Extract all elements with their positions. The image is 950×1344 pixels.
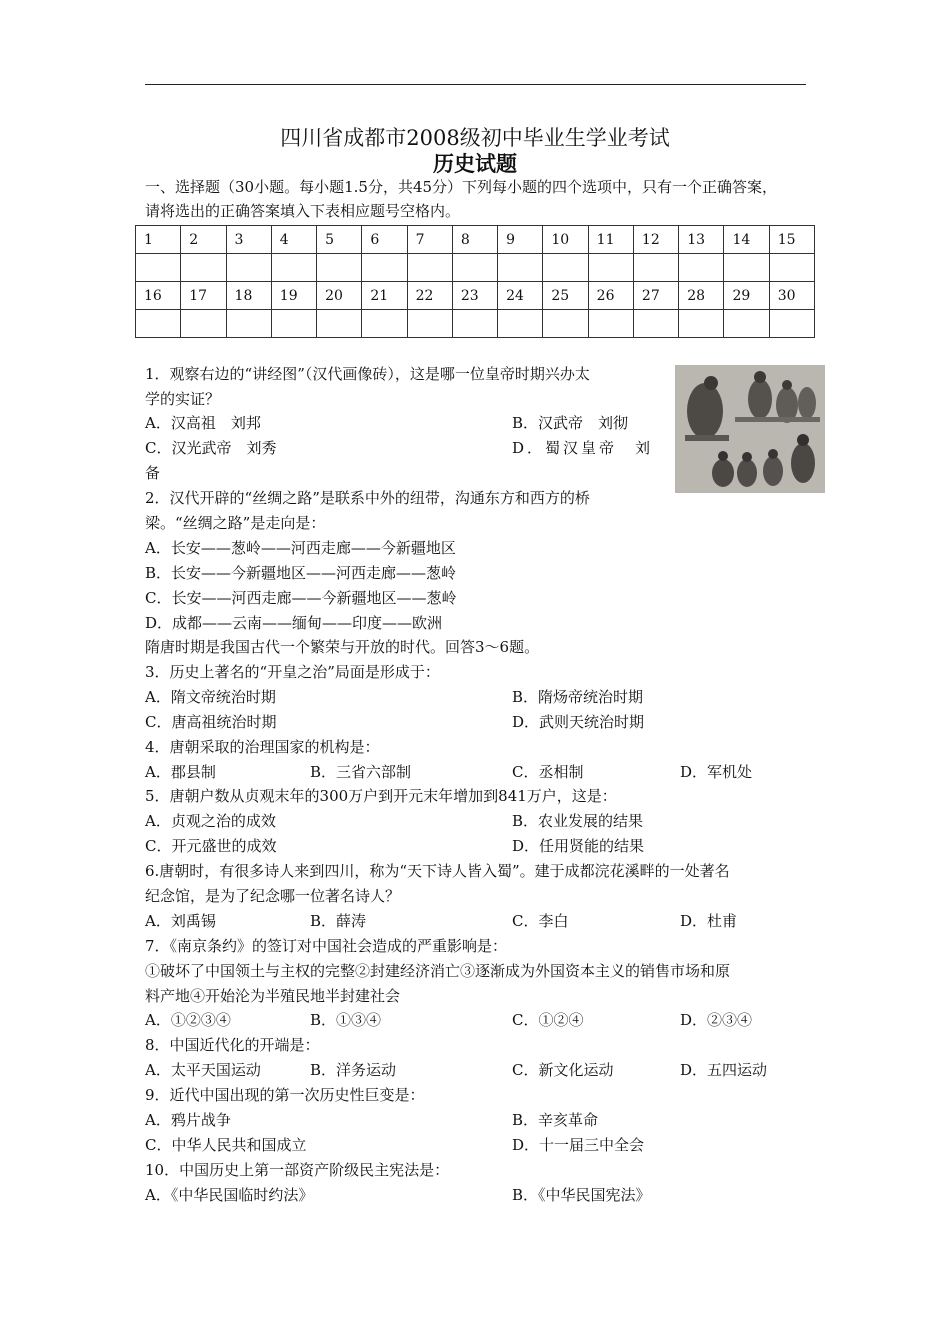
q4-option-d[interactable]: D．军机处 xyxy=(680,763,753,781)
answer-cell[interactable] xyxy=(452,254,497,282)
answer-table-number-row xyxy=(136,226,815,254)
question-number-cell: 21 xyxy=(362,282,407,310)
q7-option-d[interactable]: D．②③④ xyxy=(680,1011,753,1029)
answer-cell[interactable] xyxy=(362,254,407,282)
answer-cell[interactable] xyxy=(679,254,724,282)
q7-stem-line-2: ①破坏了中国领土与主权的完整②封建经济消亡③逐渐成为外国资本主义的销售市场和原 xyxy=(145,962,731,980)
answer-cell[interactable] xyxy=(226,254,271,282)
q3-option-b[interactable]: B．隋炀帝统治时期 xyxy=(512,688,644,706)
question-number-cell: 12 xyxy=(633,226,678,254)
q7-stem-line-3: 料产地④开始沦为半殖民地半封建社会 xyxy=(145,987,401,1005)
answer-cell[interactable] xyxy=(679,310,724,338)
exam-title: 四川省成都市2008级初中毕业生学业考试 xyxy=(280,126,670,150)
exam-subtitle: 历史试题 xyxy=(433,151,517,176)
question-number-cell: 4 xyxy=(271,226,316,254)
q2-stem-line-1: 2．汉代开辟的“丝绸之路”是联系中外的纽带，沟通东方和西方的桥 xyxy=(145,489,590,507)
q1-stem-line-2: 学的实证？ xyxy=(145,390,221,408)
section-note: 隋唐时期是我国古代一个繁荣与开放的时代。回答3～6题。 xyxy=(145,638,540,656)
q9-option-d[interactable]: D．十一届三中全会 xyxy=(512,1136,645,1154)
answer-cell[interactable] xyxy=(136,310,181,338)
question-number-cell: 3 xyxy=(226,226,271,254)
question-number-cell: 15 xyxy=(769,226,814,254)
q4-option-b[interactable]: B．三省六部制 xyxy=(310,763,412,781)
question-number-cell: 20 xyxy=(317,282,362,310)
question-number-cell: 18 xyxy=(226,282,271,310)
instructions-line-1: 一、选择题（30小题。每小题1.5分，共45分）下列每小题的四个选项中，只有一个正确答案， xyxy=(145,178,778,196)
q7-option-a[interactable]: A．①②③④ xyxy=(145,1011,231,1029)
q5-option-d[interactable]: D．任用贤能的结果 xyxy=(512,837,645,855)
q3-stem: 3．历史上著名的“开皇之治”局面是形成于： xyxy=(145,663,440,681)
answer-cell[interactable] xyxy=(588,310,633,338)
question-number-cell: 7 xyxy=(407,226,452,254)
answer-cell[interactable] xyxy=(271,310,316,338)
q6-stem-line-1: 6.唐朝时，有很多诗人来到四川，称为“天下诗人皆入蜀”。建于成都浣花溪畔的一处著名 xyxy=(145,862,730,880)
q2-option-c[interactable]: C．长安——河西走廊——今新疆地区——葱岭 xyxy=(145,589,457,607)
answer-cell[interactable] xyxy=(271,254,316,282)
question-number-cell: 17 xyxy=(181,282,226,310)
q9-option-c[interactable]: C．中华人民共和国成立 xyxy=(145,1136,307,1154)
answer-table-number-row xyxy=(136,282,815,310)
q1-option-d-continuation: 备 xyxy=(145,464,161,482)
answer-cell[interactable] xyxy=(181,310,226,338)
q9-option-b[interactable]: B．辛亥革命 xyxy=(512,1111,599,1129)
q6-stem-line-2: 纪念馆，是为了纪念哪一位著名诗人？ xyxy=(145,887,401,905)
q4-option-a[interactable]: A．郡县制 xyxy=(145,763,216,781)
question-number-cell: 28 xyxy=(679,282,724,310)
q1-stem-line-1: 1．观察右边的“讲经图”（汉代画像砖），这是哪一位皇帝时期兴办太 xyxy=(145,365,590,383)
q5-option-c[interactable]: C．开元盛世的成效 xyxy=(145,837,277,855)
question-number-cell: 2 xyxy=(181,226,226,254)
q10-option-b[interactable]: B．《中华民国宪法》 xyxy=(512,1186,651,1204)
question-number-cell: 9 xyxy=(498,226,543,254)
question-number-cell: 23 xyxy=(452,282,497,310)
q6-option-d[interactable]: D．杜甫 xyxy=(680,912,738,930)
q2-option-a[interactable]: A．长安——葱岭——河西走廊——今新疆地区 xyxy=(145,539,456,557)
q2-option-d[interactable]: D．成都——云南——缅甸——印度——欧洲 xyxy=(145,614,443,632)
q8-option-c[interactable]: C．新文化运动 xyxy=(512,1061,614,1079)
q3-option-d[interactable]: D．武则天统治时期 xyxy=(512,713,645,731)
q6-option-b[interactable]: B．薛涛 xyxy=(310,912,367,930)
answer-cell[interactable] xyxy=(498,254,543,282)
answer-cell[interactable] xyxy=(543,310,588,338)
question-number-cell: 14 xyxy=(724,226,769,254)
answer-cell[interactable] xyxy=(769,254,814,282)
answer-cell[interactable] xyxy=(633,254,678,282)
answer-table xyxy=(135,225,815,338)
q7-option-b[interactable]: B．①③④ xyxy=(310,1011,382,1029)
answer-cell[interactable] xyxy=(317,310,362,338)
q8-option-a[interactable]: A．太平天国运动 xyxy=(145,1061,261,1079)
question-number-cell: 1 xyxy=(136,226,181,254)
question-number-cell: 10 xyxy=(543,226,588,254)
question-number-cell: 8 xyxy=(452,226,497,254)
answer-table-blank-row xyxy=(136,310,815,338)
q8-stem: 8．中国近代化的开端是： xyxy=(145,1036,320,1054)
q8-option-d[interactable]: D．五四运动 xyxy=(680,1061,768,1079)
answer-cell[interactable] xyxy=(407,310,452,338)
answer-cell[interactable] xyxy=(407,254,452,282)
question-number-cell: 6 xyxy=(362,226,407,254)
q6-option-a[interactable]: A．刘禹锡 xyxy=(145,912,216,930)
q1-option-d[interactable]: D．蜀汉皇帝 刘 xyxy=(512,439,654,457)
q9-stem: 9．近代中国出现的第一次历史性巨变是： xyxy=(145,1086,425,1104)
question-number-cell: 30 xyxy=(769,282,814,310)
question-number-cell: 22 xyxy=(407,282,452,310)
question-number-cell: 26 xyxy=(588,282,633,310)
q3-option-c[interactable]: C．唐高祖统治时期 xyxy=(145,713,277,731)
answer-cell[interactable] xyxy=(724,254,769,282)
q5-option-a[interactable]: A．贞观之治的成效 xyxy=(145,812,276,830)
question-number-cell: 29 xyxy=(724,282,769,310)
answer-cell[interactable] xyxy=(588,254,633,282)
q8-option-b[interactable]: B．洋务运动 xyxy=(310,1061,397,1079)
q9-option-a[interactable]: A．鸦片战争 xyxy=(145,1111,231,1129)
q1-option-c[interactable]: C．汉光武帝 刘秀 xyxy=(145,439,277,457)
question-number-cell: 16 xyxy=(136,282,181,310)
answer-cell[interactable] xyxy=(452,310,497,338)
section-instructions xyxy=(145,175,815,223)
question-number-cell: 24 xyxy=(498,282,543,310)
q5-option-b[interactable]: B．农业发展的结果 xyxy=(512,812,644,830)
instructions-line-2: 请将选出的正确答案填入下表相应题号空格内。 xyxy=(145,202,461,220)
q10-option-a[interactable]: A．《中华民国临时约法》 xyxy=(145,1186,314,1204)
q2-option-b[interactable]: B．长安——今新疆地区——河西走廊——葱岭 xyxy=(145,564,457,582)
q4-stem: 4．唐朝采取的治理国家的机构是： xyxy=(145,738,380,756)
q6-option-c[interactable]: C．李白 xyxy=(512,912,569,930)
answer-cell[interactable] xyxy=(181,254,226,282)
answer-cell[interactable] xyxy=(362,310,407,338)
q7-option-c[interactable]: C．①②④ xyxy=(512,1011,584,1029)
answer-cell[interactable] xyxy=(724,310,769,338)
lecture-scene-image xyxy=(675,365,825,493)
q1-option-a[interactable]: A．汉高祖 刘邦 xyxy=(145,414,261,432)
q2-stem-line-2: 梁。“丝绸之路”是走向是： xyxy=(145,514,326,532)
q5-stem: 5．唐朝户数从贞观末年的300万户到开元末年增加到841万户，这是： xyxy=(145,787,617,805)
answer-cell[interactable] xyxy=(498,310,543,338)
question-number-cell: 5 xyxy=(317,226,362,254)
question-number-cell: 11 xyxy=(588,226,633,254)
answer-cell[interactable] xyxy=(543,254,588,282)
question-number-cell: 25 xyxy=(543,282,588,310)
answer-cell[interactable] xyxy=(633,310,678,338)
answer-cell[interactable] xyxy=(317,254,362,282)
q4-option-c[interactable]: C．丞相制 xyxy=(512,763,584,781)
q10-stem: 10．中国历史上第一部资产阶级民主宪法是： xyxy=(145,1161,450,1179)
answer-table-blank-row xyxy=(136,254,815,282)
top-rule xyxy=(145,84,806,85)
answer-cell[interactable] xyxy=(136,254,181,282)
question-number-cell: 19 xyxy=(271,282,316,310)
answer-cell[interactable] xyxy=(769,310,814,338)
question-number-cell: 13 xyxy=(679,226,724,254)
q7-stem-line-1: 7．《南京条约》的签订对中国社会造成的严重影响是： xyxy=(145,937,508,955)
q3-option-a[interactable]: A．隋文帝统治时期 xyxy=(145,688,276,706)
question-number-cell: 27 xyxy=(633,282,678,310)
answer-cell[interactable] xyxy=(226,310,271,338)
q1-option-b[interactable]: B．汉武帝 刘彻 xyxy=(512,414,629,432)
